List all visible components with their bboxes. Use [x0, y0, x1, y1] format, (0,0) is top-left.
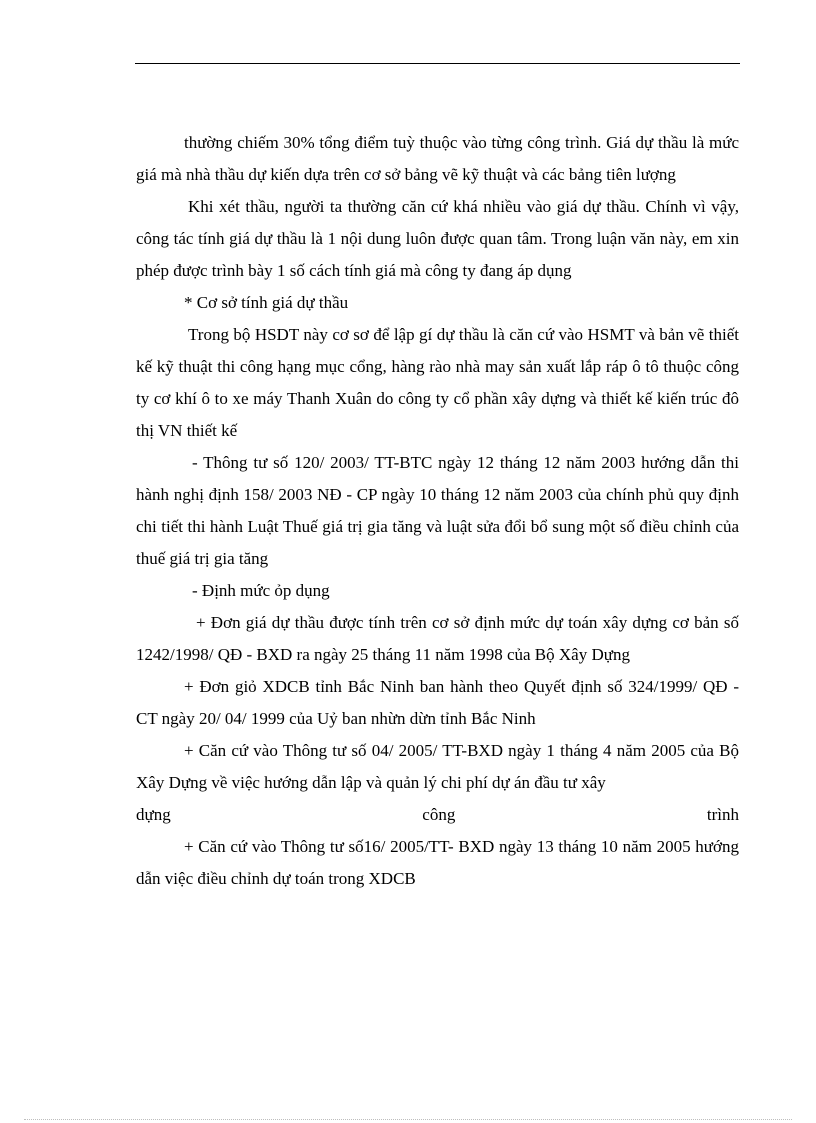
list-item-norms: - Định mức ỏp dụng: [192, 581, 330, 600]
paragraph-intro: thường chiếm 30% tổng điểm tuỳ thuộc vào từng công trình. Giá dự thầu là mức giá mà nhà thầu dự kiến dựa trên cơ sở bảng vẽ kỹ thuật và các bảng tiên lượng: [136, 133, 739, 184]
document-body: [136, 127, 739, 895]
header-rule: [135, 63, 740, 64]
paragraph-basis: Trong bộ HSDT này cơ sơ để lập gí dự thầu là căn cứ vào HSMT và bản vẽ thiết kế kỹ thuật thi công hạng mục cổng, hàng rào nhà may sản xuất lắp ráp ô tô thuộc công ty cơ khí ô to xe máy Thanh Xuân do công ty cổ phần xây dựng và thiết kế kiến trúc đô thị VN thiết kế: [136, 325, 739, 440]
list-item-circular-120: - Thông tư số 120/ 2003/ TT-BTC ngày 12 tháng 12 năm 2003 hướng dẫn thi hành nghị định 158/ 2003 NĐ - CP ngày 10 tháng 12 năm 2003 của chính phủ quy định chi tiết thi hành Luật Thuế giá trị gia tăng và luật sửa đổi bổ sung một số điều chỉnh của thuế giá trị gia tăng: [136, 453, 739, 568]
footer-rule: [24, 1119, 792, 1120]
paragraph-bid-evaluation: Khi xét thầu, người ta thường căn cứ khá nhiều vào giá dự thầu. Chính vì vậy, công tác tính giá dự thầu là 1 nội dung luôn được quan tâm. Trong luận văn này, em xin phép được trình bày 1 số cách tính giá mà công ty đang áp dụng: [136, 197, 739, 280]
list-item-circular-04: + Căn cứ vào Thông tư số 04/ 2005/ TT-BXD ngày 1 tháng 4 năm 2005 của Bộ Xây Dựng về việc hướng dẫn lập và quản lý chi phí dự án đầu tư xây: [136, 741, 739, 792]
spread-word: dựng: [136, 805, 171, 824]
list-item-circular-16: + Căn cứ vào Thông tư số16/ 2005/TT- BXD ngày 13 tháng 10 năm 2005 hướng dẫn việc điều chỉnh dự toán trong XDCB: [136, 837, 739, 888]
spread-word: trình: [706, 805, 739, 824]
list-item-bac-ninh: + Đơn giỏ XDCB tỉnh Bắc Ninh ban hành theo Quyết định số 324/1999/ QĐ - CT ngày 20/ 04/ 1999 của Uỷ ban nhừn dừn tỉnh Bắc Ninh: [136, 677, 739, 728]
spread-line: [136, 799, 739, 831]
spread-word: công: [422, 805, 456, 824]
section-heading: * Cơ sở tính giá dự thầu: [184, 293, 349, 312]
list-item-unit-price: + Đơn giá dự thầu được tính trên cơ sở định mức dự toán xây dựng cơ bản số 1242/1998/ QĐ - BXD ra ngày 25 tháng 11 năm 1998 của Bộ Xây Dựng: [136, 613, 739, 664]
